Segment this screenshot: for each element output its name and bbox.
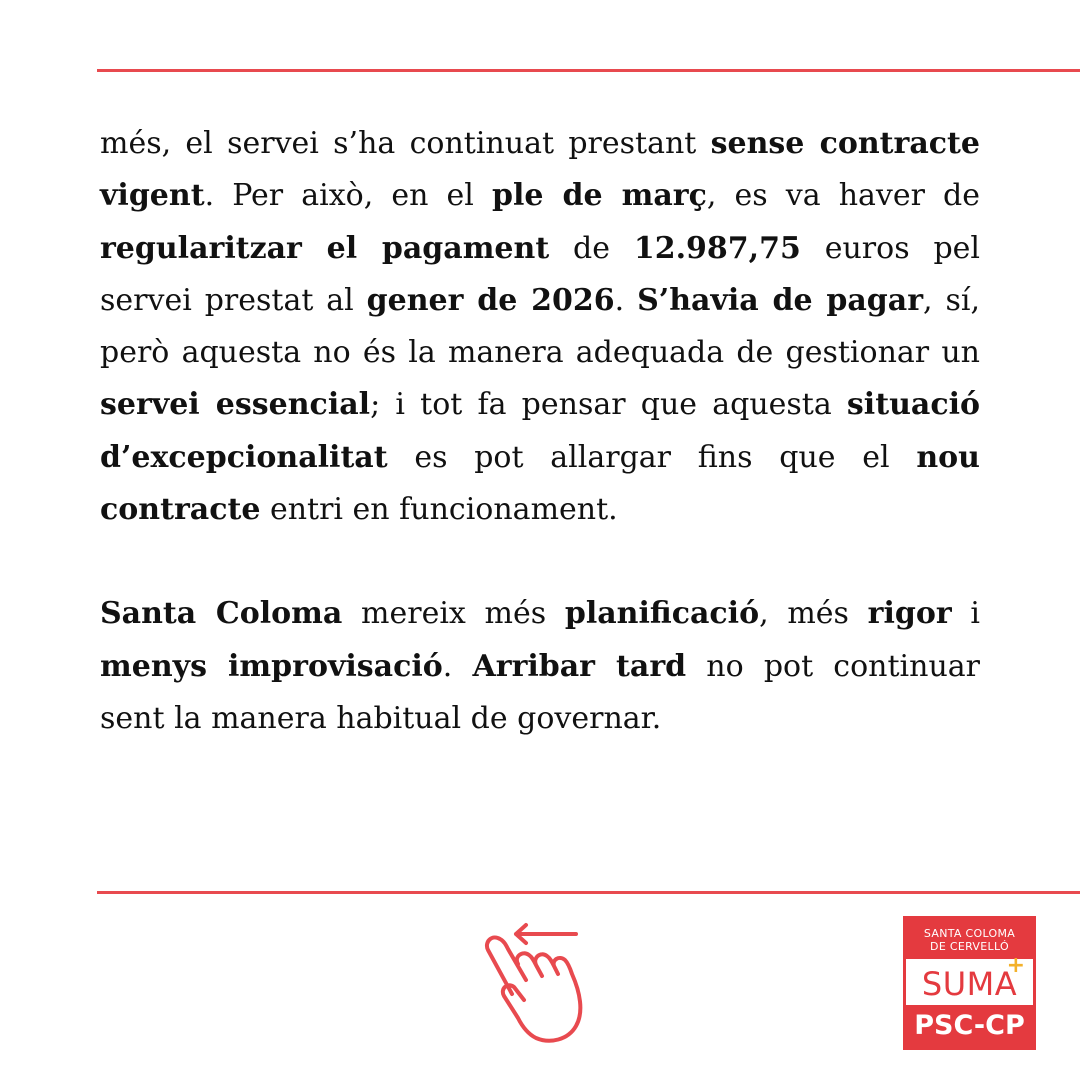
swipe-left-hand-icon[interactable]: [478, 920, 598, 1050]
party-logo: [903, 916, 1036, 1050]
logo-plus-icon: +: [1006, 953, 1025, 978]
paragraph-2: [100, 588, 980, 745]
emphasis: Santa Coloma: [100, 596, 343, 632]
text-segment: de: [549, 230, 634, 266]
swipe-hand-svg: [478, 920, 598, 1050]
body-text: [100, 118, 980, 745]
text-segment: més, el servei s’ha continuat prestant: [100, 126, 711, 161]
emphasis: menys improvisació: [100, 648, 443, 684]
text-segment: mereix més: [342, 596, 565, 632]
text-segment: es pot allargar fins que el: [387, 439, 917, 475]
emphasis: nou contracte: [100, 439, 980, 528]
emphasis: S’havia de pagar: [637, 282, 924, 318]
top-divider: [97, 69, 1080, 72]
logo-party-name: PSC-CP: [906, 1005, 1033, 1047]
arrow-left-icon: [516, 925, 576, 943]
text-segment: ; i tot fa pensar que aquesta: [370, 387, 847, 423]
text-segment: .: [614, 282, 638, 318]
text-segment: , més: [759, 596, 868, 632]
paragraph-1: [100, 118, 980, 536]
hand-icon: [487, 937, 580, 1040]
text-segment: , sí, però aquesta no és la manera adequada de gestionar un: [100, 282, 980, 371]
emphasis: gener de 2026: [366, 282, 615, 318]
text-segment: entri en funcionament.: [260, 492, 618, 528]
emphasis: rigor: [867, 596, 952, 632]
bottom-divider: [97, 891, 1080, 894]
logo-suma: SUMA: [921, 965, 1018, 1003]
text-segment: i: [951, 596, 980, 632]
text-segment: euros pel servei prestat al: [100, 230, 981, 318]
emphasis: situació d’excepcionalitat: [100, 387, 980, 475]
emphasis: servei essencial: [100, 387, 371, 423]
text-segment: .: [442, 648, 473, 684]
emphasis: Arribar tard: [472, 648, 687, 684]
text-segment: , es va haver de: [706, 178, 981, 214]
logo-town-line-2: DE CERVELLÓ: [930, 940, 1009, 953]
emphasis: ple de març: [492, 178, 707, 214]
text-segment: no pot continuar sent la manera habitual de governar.: [100, 648, 981, 736]
text-segment: . Per això, en el: [204, 178, 493, 214]
emphasis: regularitzar el pagament: [100, 230, 550, 266]
logo-town-line-1: SANTA COLOMA: [923, 927, 1016, 940]
emphasis: planificació: [564, 596, 760, 632]
emphasis: sense contracte vigent: [100, 126, 980, 214]
emphasis: 12.987,75: [633, 230, 801, 266]
